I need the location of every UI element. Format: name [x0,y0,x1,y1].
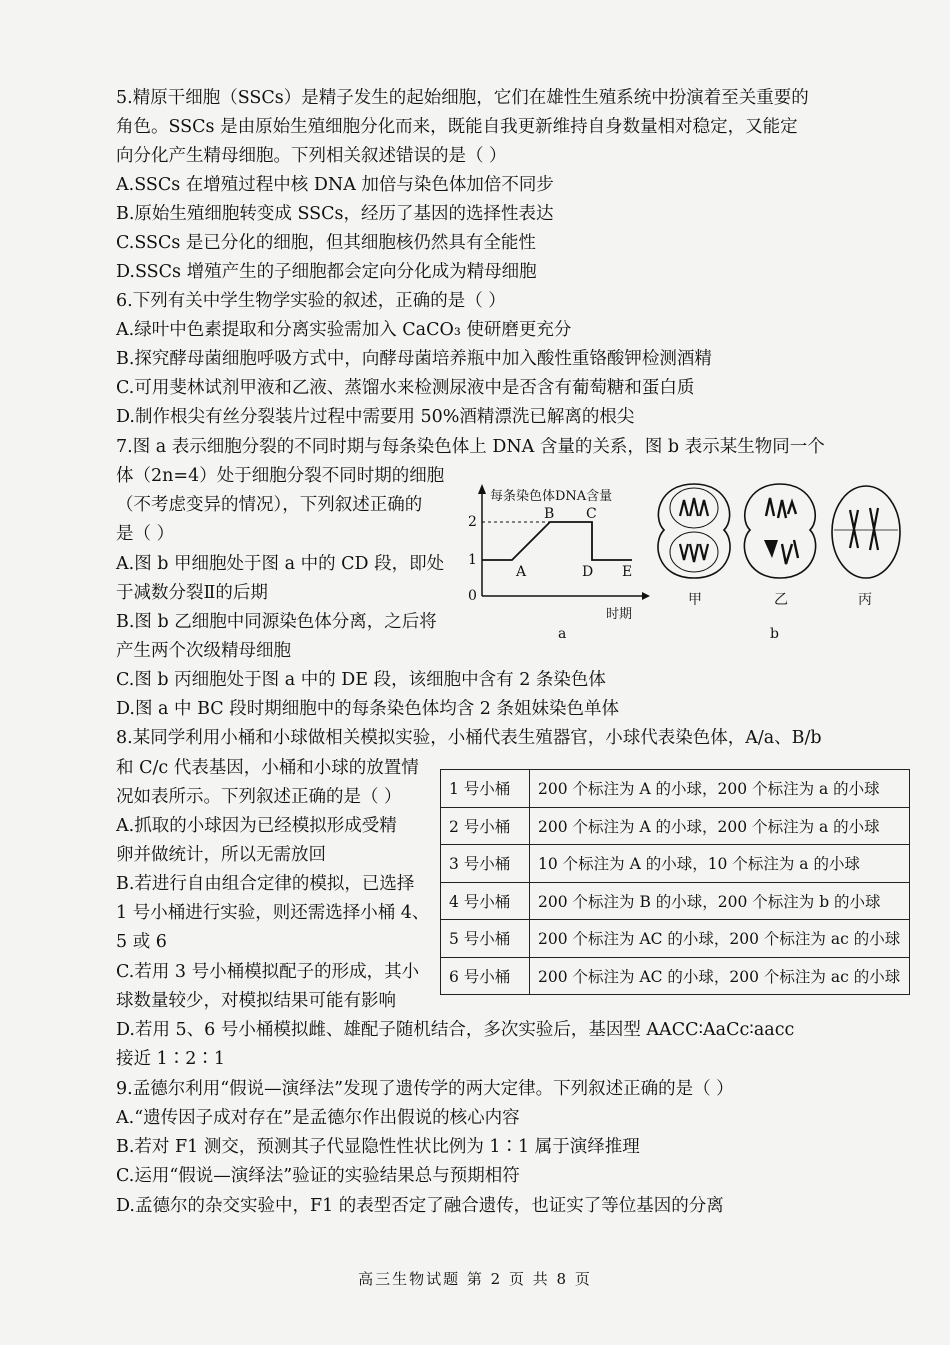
point-b-label: B [544,506,555,522]
bin-contents: 200 个标注为 B 的小球，200 个标注为 b 的小球 [530,882,910,920]
figure-a-caption: a [558,626,567,642]
point-e-label: E [622,564,633,580]
bin-contents: 10 个标注为 A 的小球，10 个标注为 a 的小球 [530,845,910,883]
q7-option-a-line1: A.图 b 甲细胞处于图 a 中的 CD 段，即处 [116,554,445,574]
y-tick-2: 2 [468,514,477,530]
q7-stem-line1: 7.图 a 表示细胞分裂的不同时期与每条染色体上 DNA 含量的关系，图 b 表示某生物同一个 [116,437,825,457]
q5-option-a: A.SSCs 在增殖过程中核 DNA 加倍与染色体加倍不同步 [116,175,554,195]
bin-name: 3 号小桶 [441,845,530,883]
q8-option-d-line1: D.若用 5、6 号小桶模拟雌、雄配子随机结合，多次实验后，基因型 AACC∶AaCc∶aacc [116,1020,795,1040]
q5-option-c: C.SSCs 是已分化的细胞，但其细胞核仍然具有全能性 [116,233,536,253]
bin-name: 2 号小桶 [441,807,530,845]
table-row [441,770,910,808]
cell-jia-label: 甲 [688,592,702,608]
q5-stem-line2: 角色。SSCs 是由原始生殖细胞分化而来，既能自我更新维持自身数量相对稳定，又能定 [116,117,798,137]
cell-bing-label: 丙 [858,592,872,608]
y-tick-0: 0 [468,588,477,604]
bin-name: 5 号小桶 [441,920,530,958]
y-axis-label: 每条染色体DNA含量 [490,489,613,504]
q7-option-b-line1: B.图 b 乙细胞中同源染色体分离，之后将 [116,612,437,632]
table-row [441,807,910,845]
q9-option-c: C.运用“假说—演绎法”验证的实验结果总与预期相符 [116,1166,520,1186]
q8-stem-line3: 况如表所示。下列叙述正确的是（ ） [116,787,402,807]
cell-yi-label: 乙 [774,592,788,608]
cell-yi [744,484,815,578]
q8-option-d-line2: 接近 1∶2∶1 [116,1049,225,1069]
q5-option-b: B.原始生殖细胞转变成 SSCs，经历了基因的选择性表达 [116,204,554,224]
q8-stem-line1: 8.某同学利用小桶和小球做相关模拟实验，小桶代表生殖器官，小球代表染色体，A/a、B/b [116,728,822,748]
q6-stem: 6.下列有关中学生物学实验的叙述，正确的是（ ） [116,291,506,311]
q9-option-d: D.孟德尔的杂交实验中，F1 的表型否定了融合遗传，也证实了等位基因的分离 [116,1196,724,1216]
page-footer: 高三生物试题 第 2 页 共 8 页 [358,1270,592,1288]
dna-content-line [482,522,632,560]
x-axis-label: 时期 [606,607,633,622]
q6-option-a: A.绿叶中色素提取和分离实验需加入 CaCO₃ 使研磨更充分 [116,320,572,340]
q8-option-c-line1: C.若用 3 号小桶模拟配子的形成，其小 [116,962,420,982]
bins-table [440,769,910,995]
q7-stem-line2: 体（2n=4）处于细胞分裂不同时期的细胞 [116,466,445,486]
bin-contents: 200 个标注为 A 的小球，200 个标注为 a 的小球 [530,770,910,808]
bin-contents: 200 个标注为 AC 的小球，200 个标注为 ac 的小球 [530,920,910,958]
q8-option-b-line2: 1 号小桶进行实验，则还需选择小桶 4、 [116,903,430,923]
point-a-label: A [516,564,527,580]
figure-b-cells [654,478,914,648]
cell-jia [658,484,730,578]
q9-stem: 9.孟德尔利用“假说—演绎法”发现了遗传学的两大定律。下列叙述正确的是（ ） [116,1079,734,1099]
bin-name: 4 号小桶 [441,882,530,920]
q7-stem-line3: （不考虑变异的情况），下列叙述正确的 [116,495,423,515]
bin-contents: 200 个标注为 AC 的小球，200 个标注为 ac 的小球 [530,957,910,995]
q6-option-d: D.制作根尖有丝分裂装片过程中需要用 50%酒精漂洗已解离的根尖 [116,407,635,427]
q7-option-d: D.图 a 中 BC 段时期细胞中的每条染色体均含 2 条姐妹染色单体 [116,699,619,719]
q5-stem-line3: 向分化产生精母细胞。下列相关叙述错误的是（ ） [116,146,507,166]
q8-stem-line2: 和 C/c 代表基因，小桶和小球的放置情 [116,758,419,778]
point-d-label: D [582,564,594,580]
cell-bing [832,486,900,578]
bin-name: 1 号小桶 [441,770,530,808]
point-c-label: C [586,506,597,522]
x-axis-arrow [642,592,650,600]
table-row [441,957,910,995]
table-row [441,845,910,883]
y-axis-arrow [478,484,486,494]
q9-option-a: A.“遗传因子成对存在”是孟德尔作出假说的核心内容 [116,1108,520,1128]
q7-option-c: C.图 b 丙细胞处于图 a 中的 DE 段，该细胞中含有 2 条染色体 [116,670,606,690]
q7-option-b-line2: 产生两个次级精母细胞 [116,641,291,661]
figure-b-caption: b [770,626,779,642]
bin-contents: 200 个标注为 A 的小球，200 个标注为 a 的小球 [530,807,910,845]
q9-option-b: B.若对 F1 测交，预测其子代显隐性性状比例为 1∶1 属于演绎推理 [116,1137,640,1157]
q8-option-b-line3: 5 或 6 [116,932,167,952]
q7-stem-line4: 是（ ） [116,524,175,544]
table-row [441,920,910,958]
table-row [441,882,910,920]
q8-option-a-line2: 卵并做统计，所以无需放回 [116,845,326,865]
q6-option-c: C.可用斐林试剂甲液和乙液、蒸馏水来检测尿液中是否含有葡萄糖和蛋白质 [116,378,695,398]
bin-name: 6 号小桶 [441,957,530,995]
q8-option-c-line2: 球数量较少，对模拟结果可能有影响 [116,991,396,1011]
figure-a-graph [462,478,652,648]
q8-option-b-line1: B.若进行自由组合定律的模拟，已选择 [116,874,415,894]
q6-option-b: B.探究酵母菌细胞呼吸方式中，向酵母菌培养瓶中加入酸性重铬酸钾检测酒精 [116,349,712,369]
q8-option-a-line1: A.抓取的小球因为已经模拟形成受精 [116,816,397,836]
q5-stem-line1: 5.精原干细胞（SSCs）是精子发生的起始细胞，它们在雄性生殖系统中扮演着至关重要的 [116,88,809,108]
q5-option-d: D.SSCs 增殖产生的子细胞都会定向分化成为精母细胞 [116,262,537,282]
q7-option-a-line2: 于减数分裂Ⅱ的后期 [116,583,268,603]
y-tick-1: 1 [468,552,477,568]
